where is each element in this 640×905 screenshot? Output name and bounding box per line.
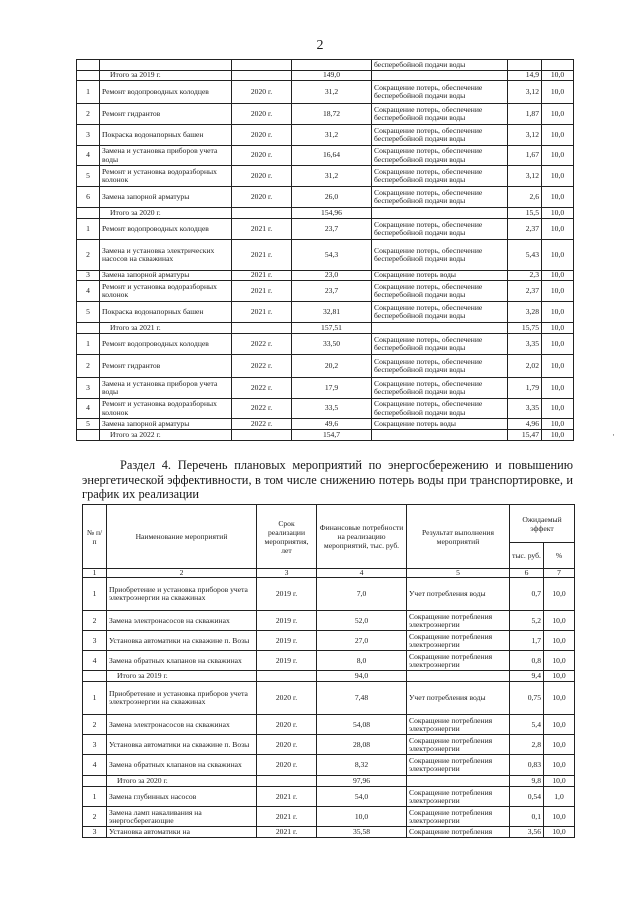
table-row [77,104,574,125]
table-row [83,631,575,651]
row-number [77,323,100,334]
measure-name: Ремонт и установка водоразборных колонок [100,166,232,187]
measure-name: Замена обратных клапанов на скважинах [107,651,257,671]
cost-value: 31,2 [292,125,372,146]
cost-value: 18,72 [292,104,372,125]
percent-value: 10,0 [542,166,574,187]
economy-value: 3,12 [508,125,542,146]
cost-value: 7,48 [317,682,407,715]
measure-name: Ремонт гидрантов [100,355,232,378]
result-text: Сокращение потерь, обеспечение бесперебойной подачи воды [372,146,508,166]
measure-name: Ремонт водопроводных колодцев [100,219,232,240]
cost-value: 28,08 [317,735,407,755]
economy-value: 2,37 [508,281,542,302]
table-row [77,240,574,271]
result-text [372,430,508,441]
result-text: Сокращение потерь, обеспечение бесперебойной подачи воды [372,166,508,187]
percent-value: 10,0 [542,334,574,355]
cost-value: 32,81 [292,302,372,323]
implementation-year: 2022 г. [232,355,292,378]
row-number: 1 [83,682,107,715]
implementation-year: 2022 г. [232,399,292,419]
result-text [372,323,508,334]
row-number: 2 [83,715,107,735]
cost-value: 33,5 [292,399,372,419]
percent-value: 10,0 [542,125,574,146]
total-row [83,776,575,787]
table-row [83,611,575,631]
implementation-year: 2022 г. [232,419,292,430]
row-number: 1 [83,578,107,611]
row-number: 2 [83,611,107,631]
economy-value: 3,12 [508,81,542,104]
implementation-year: 2020 г. [232,104,292,125]
percent-value: 10,0 [542,419,574,430]
result-text: Сокращение потребления электроэнергии [407,631,510,651]
result-text: Сокращение потерь, обеспечение бесперебойной подачи воды [372,81,508,104]
cost-value: 20,2 [292,355,372,378]
implementation-year [232,323,292,334]
header-term: Срок реализации мероприятия, лет [257,505,317,569]
economy-value: 2,37 [508,219,542,240]
header-cost: Финансовые потребности на реализацию мероприятий, тыс. руб. [317,505,407,569]
percent-value: 10,0 [542,378,574,399]
row-number: 3 [77,125,100,146]
measure-name: Замена глубинных насосов [107,787,257,807]
percent-value: 10,0 [542,104,574,125]
percent-value: 1,0 [544,787,575,807]
cost-value: 35,58 [317,827,407,838]
row-number [83,671,107,682]
table-row [77,378,574,399]
percent-value: 10,0 [544,735,575,755]
economy-value: 5,2 [510,611,544,631]
column-number-row [83,569,575,578]
result-text: Сокращение потерь, обеспечение бесперебойной подачи воды [372,187,508,208]
implementation-year: 2019 г. [257,631,317,651]
result-text: Сокращение потребления электроэнергии [407,715,510,735]
implementation-year: 2020 г. [232,81,292,104]
result-text: Сокращение потерь воды [372,271,508,281]
measure-name: Установка автоматики на скважине п. Возы [107,631,257,651]
result-text [372,208,508,219]
economy-value: 5,43 [508,240,542,271]
cost-value: 10,0 [317,807,407,827]
implementation-year: 2020 г. [232,166,292,187]
measure-name: Итого за 2019 г. [100,71,232,81]
economy-value: 3,28 [508,302,542,323]
percent-value: 10,0 [544,671,575,682]
cost-value: 8,32 [317,755,407,776]
percent-value: 10,0 [542,208,574,219]
cost-value: 157,51 [292,323,372,334]
measure-name: Итого за 2022 г. [100,430,232,441]
header-result: Результат выполнения мероприятий [407,505,510,569]
total-row [77,208,574,219]
economy-value: 2,8 [510,735,544,755]
cost-value: 23,7 [292,219,372,240]
row-number [83,776,107,787]
table-row [77,302,574,323]
table-row [77,419,574,430]
cost-value: 154,7 [292,430,372,441]
economy-value: 4,96 [508,419,542,430]
percent-value: 10,0 [544,807,575,827]
implementation-year: 2021 г. [257,787,317,807]
result-text: Сокращение потребления электроэнергии [407,611,510,631]
header-number: № п/п [83,505,107,569]
implementation-year: 2021 г. [257,807,317,827]
implementation-year: 2022 г. [232,378,292,399]
cost-value: 54,0 [317,787,407,807]
measure-name: Ремонт гидрантов [100,104,232,125]
table-row [77,146,574,166]
implementation-year: 2020 г. [232,125,292,146]
result-text: Сокращение потерь, обеспечение бесперебойной подачи воды [372,399,508,419]
table-row [77,271,574,281]
implementation-year: 2021 г. [232,240,292,271]
economy-value: 9,4 [510,671,544,682]
result-cell: бесперебойной подачи воды [372,60,508,71]
stray-mark-decoration: · [612,430,615,440]
result-text: Сокращение потерь, обеспечение бесперебойной подачи воды [372,281,508,302]
measure-name: Замена и установка электрических насосов на скважинах [100,240,232,271]
col-number: 5 [407,569,510,578]
row-number: 3 [77,378,100,399]
measure-name: Ремонт водопроводных колодцев [100,81,232,104]
table-row [83,715,575,735]
implementation-year: 2021 г. [232,271,292,281]
row-number: 4 [83,651,107,671]
cost-value: 52,0 [317,611,407,631]
result-text: Сокращение потребления электроэнергии [407,651,510,671]
result-text: Сокращение потерь, обеспечение бесперебойной подачи воды [372,104,508,125]
economy-value: 0,8 [510,651,544,671]
result-text: Сокращение потерь воды [372,419,508,430]
total-row [77,71,574,81]
cost-value: 23,7 [292,281,372,302]
percent-value: 10,0 [544,611,575,631]
measure-name: Итого за 2020 г. [107,776,257,787]
economy-value: 15,47 [508,430,542,441]
row-number: 1 [83,787,107,807]
economy-value: 0,1 [510,807,544,827]
result-text: Сокращение потребления электроэнергии [407,807,510,827]
implementation-year: 2020 г. [257,735,317,755]
implementation-year: 2021 г. [257,827,317,838]
measure-name: Замена и установка приборов учета воды [100,146,232,166]
cost-value: 97,96 [317,776,407,787]
percent-value: 10,0 [542,399,574,419]
row-number: 3 [77,271,100,281]
row-number: 5 [77,302,100,323]
implementation-year [257,671,317,682]
measure-name: Замена запорной арматуры [100,187,232,208]
measure-name: Покраска водонапорных башен [100,302,232,323]
economy-value: 2,02 [508,355,542,378]
measure-name: Итого за 2021 г. [100,323,232,334]
result-text [372,71,508,81]
cost-value: 54,3 [292,240,372,271]
implementation-year [257,776,317,787]
percent-value: 10,0 [544,578,575,611]
row-number: 3 [83,827,107,838]
result-text: Сокращение потребления электроэнергии [407,787,510,807]
row-number: 2 [77,104,100,125]
result-text [407,671,510,682]
measure-name: Приобретение и установка приборов учета электроэнергии на скважинах [107,578,257,611]
economy-value: 3,12 [508,166,542,187]
result-text: Учет потребления воды [407,682,510,715]
row-number: 5 [77,419,100,430]
row-number: 3 [83,735,107,755]
measure-name: Замена запорной арматуры [100,419,232,430]
header-effect: Ожидаемый эффект [510,505,575,543]
implementation-year: 2020 г. [257,715,317,735]
table-row [77,187,574,208]
measure-name: Замена электронасосов на скважинах [107,611,257,631]
row-number: 4 [83,755,107,776]
table-row [83,827,575,838]
col-number: 1 [83,569,107,578]
economy-value: 3,35 [508,399,542,419]
measures-table-continued [76,59,574,441]
table-row [83,682,575,715]
economy-value: 0,75 [510,682,544,715]
row-number: 6 [77,187,100,208]
table-header-row [83,505,575,543]
implementation-year [232,430,292,441]
implementation-year: 2021 г. [232,219,292,240]
percent-value: 10,0 [544,715,575,735]
percent-value: 10,0 [544,776,575,787]
result-text: Сокращение потерь, обеспечение бесперебойной подачи воды [372,219,508,240]
implementation-year [232,71,292,81]
measure-name: Итого за 2019 г. [107,671,257,682]
row-number: 1 [77,219,100,240]
cost-value: 33,50 [292,334,372,355]
row-number: 3 [83,631,107,651]
implementation-year: 2022 г. [232,334,292,355]
percent-value: 10,0 [542,71,574,81]
cost-value: 31,2 [292,81,372,104]
percent-value: 10,0 [544,651,575,671]
table-row [77,355,574,378]
cost-value: 26,0 [292,187,372,208]
measure-name: Итого за 2020 г. [100,208,232,219]
table-row [83,787,575,807]
table-row [77,281,574,302]
economy-value: 2,3 [508,271,542,281]
economy-value: 3,35 [508,334,542,355]
measure-name: Ремонт и установка водоразборных колонок [100,399,232,419]
economy-value: 0,7 [510,578,544,611]
result-text: Сокращение потерь, обеспечение бесперебойной подачи воды [372,334,508,355]
cost-value: 23,0 [292,271,372,281]
percent-value: 10,0 [544,827,575,838]
economy-value: 0,83 [510,755,544,776]
result-text [407,776,510,787]
total-row [77,323,574,334]
cost-value: 16,64 [292,146,372,166]
table-row [77,60,574,71]
section-heading: Раздел 4. Перечень плановых мероприятий по энергосбережению и повышению энергетической эффективности, в том числе снижению потерь воды при транспортировке, и график их реализации [82,458,573,502]
percent-value: 10,0 [542,323,574,334]
row-number: 2 [83,807,107,827]
implementation-year [232,208,292,219]
implementation-year: 2021 г. [232,281,292,302]
result-text: Сокращение потерь, обеспечение бесперебойной подачи воды [372,355,508,378]
implementation-year: 2021 г. [232,302,292,323]
percent-value: 10,0 [542,187,574,208]
measure-name: Замена электронасосов на скважинах [107,715,257,735]
col-number: 2 [107,569,257,578]
cost-value: 27,0 [317,631,407,651]
result-text: Сокращение потребления [407,827,510,838]
result-text: Учет потребления воды [407,578,510,611]
implementation-year: 2019 г. [257,611,317,631]
measure-name: Покраска водонапорных башен [100,125,232,146]
row-number [77,208,100,219]
col-number: 6 [510,569,544,578]
row-number: 2 [77,355,100,378]
economy-value: 1,79 [508,378,542,399]
measure-name: Замена ламп накаливания на энергосберегающие [107,807,257,827]
measure-name: Замена запорной арматуры [100,271,232,281]
result-text: Сокращение потребления электроэнергии [407,735,510,755]
economy-value: 0,54 [510,787,544,807]
economy-value: 15,75 [508,323,542,334]
table-row [77,219,574,240]
table-row [83,735,575,755]
table-row [83,578,575,611]
col-number: 4 [317,569,407,578]
cost-value: 94,0 [317,671,407,682]
cost-value: 31,2 [292,166,372,187]
percent-value: 10,0 [542,302,574,323]
implementation-year: 2019 г. [257,578,317,611]
row-number [77,71,100,81]
table-row [83,807,575,827]
percent-value: 10,0 [542,81,574,104]
implementation-year: 2020 г. [257,682,317,715]
implementation-year: 2020 г. [232,187,292,208]
header-pct: % [544,543,575,569]
col-number: 7 [544,569,575,578]
result-text: Сокращение потерь, обеспечение бесперебойной подачи воды [372,378,508,399]
header-econ: тыс. руб. [510,543,544,569]
percent-value: 10,0 [544,631,575,651]
header-name: Наименование мероприятий [107,505,257,569]
row-number: 4 [77,399,100,419]
table-row [77,81,574,104]
measure-name: Установка автоматики на скважине п. Возы [107,735,257,755]
cost-value: 54,08 [317,715,407,735]
economy-value: 3,56 [510,827,544,838]
measure-name: Ремонт и установка водоразборных колонок [100,281,232,302]
percent-value: 10,0 [542,240,574,271]
economy-value: 5,4 [510,715,544,735]
table-row [77,334,574,355]
cost-value: 154,96 [292,208,372,219]
percent-value: 10,0 [542,146,574,166]
economy-value: 14,9 [508,71,542,81]
economy-value: 9,8 [510,776,544,787]
percent-value: 10,0 [544,755,575,776]
economy-value: 15,5 [508,208,542,219]
measure-name: Ремонт водопроводных колодцев [100,334,232,355]
measure-name: Установка автоматики на [107,827,257,838]
result-text: Сокращение потерь, обеспечение бесперебойной подачи воды [372,302,508,323]
implementation-year: 2019 г. [257,651,317,671]
table-row [77,399,574,419]
percent-value: 10,0 [542,355,574,378]
cost-value: 7,0 [317,578,407,611]
result-text: Сокращение потерь, обеспечение бесперебойной подачи воды [372,240,508,271]
cost-value: 8,0 [317,651,407,671]
percent-value: 10,0 [544,682,575,715]
economy-value: 1,87 [508,104,542,125]
page-number: 2 [316,38,324,53]
percent-value: 10,0 [542,281,574,302]
result-text: Сокращение потерь, обеспечение бесперебойной подачи воды [372,125,508,146]
economy-value: 2,6 [508,187,542,208]
measure-name: Замена обратных клапанов на скважинах [107,755,257,776]
measure-name: Замена и установка приборов учета воды [100,378,232,399]
row-number: 1 [77,81,100,104]
total-row [83,671,575,682]
row-number: 1 [77,334,100,355]
total-row [77,430,574,441]
result-text: Сокращение потребления электроэнергии [407,755,510,776]
economy-value: 1,67 [508,146,542,166]
percent-value: 10,0 [542,430,574,441]
percent-value: 10,0 [542,219,574,240]
row-number: 5 [77,166,100,187]
implementation-year: 2020 г. [232,146,292,166]
col-number: 3 [257,569,317,578]
implementation-year: 2020 г. [257,755,317,776]
row-number: 4 [77,281,100,302]
row-number: 2 [77,240,100,271]
measure-name: Приобретение и установка приборов учета электроэнергии на скважинах [107,682,257,715]
table-row [83,651,575,671]
cost-value: 49,6 [292,419,372,430]
cost-value: 149,0 [292,71,372,81]
energy-measures-table [82,504,575,838]
row-number: 4 [77,146,100,166]
percent-value: 10,0 [542,271,574,281]
economy-value: 1,7 [510,631,544,651]
table-row [83,755,575,776]
table-row [77,125,574,146]
table-row [77,166,574,187]
cost-value: 17,9 [292,378,372,399]
row-number [77,430,100,441]
